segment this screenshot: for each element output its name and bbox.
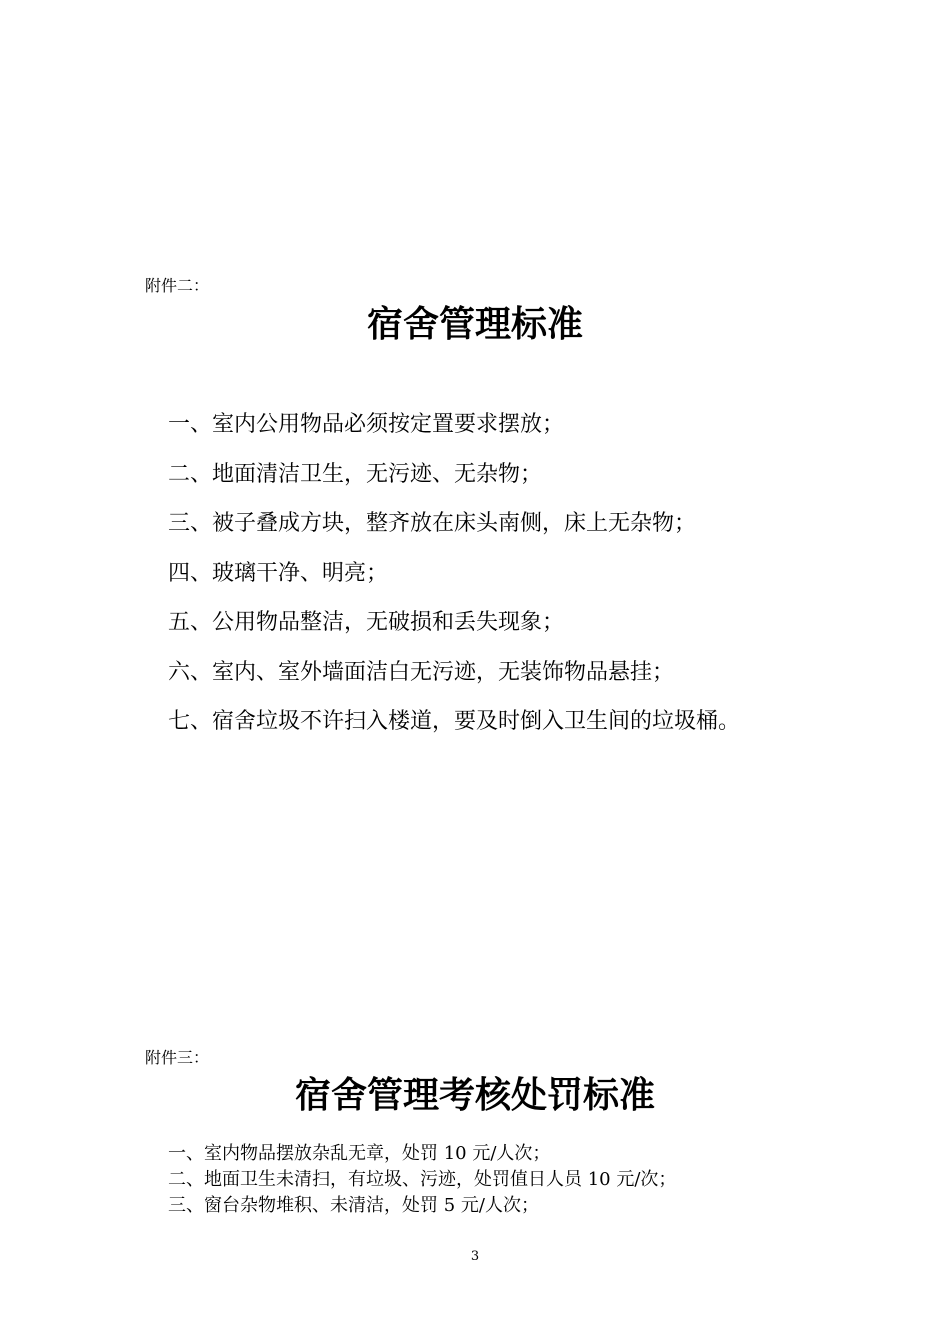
attachment-three-title: 宿舍管理考核处罚标准	[294, 1075, 655, 1116]
standard-item: 三、被子叠成方块，整齐放在床头南侧，床上无杂物；	[168, 511, 697, 536]
penalty-item: 三、窗台杂物堆积、未清洁，处罚 5 元/人次；	[168, 1195, 539, 1216]
standard-item: 七、宿舍垃圾不许扫入楼道，要及时倒入卫生间的垃圾桶。	[168, 709, 741, 734]
standard-item: 六、室内、室外墙面洁白无污迹，无装饰物品悬挂；	[168, 659, 675, 685]
penalty-item: 一、室内物品摆放杂乱无章，处罚 10 元/人次；	[168, 1143, 551, 1164]
dormitory-standards-list	[168, 400, 888, 747]
standard-item: 一、室内公用物品必须按定置要求摆放；	[168, 412, 565, 437]
attachment-three-label: 附件三：	[145, 1048, 210, 1067]
penalty-standards-list	[168, 1141, 888, 1219]
standard-item: 五、公用物品整洁，无破损和丢失现象；	[168, 610, 565, 635]
penalty-item: 二、地面卫生未清扫，有垃圾、污迹，处罚值日人员 10 元/次；	[168, 1169, 677, 1190]
standard-item: 二、地面清洁卫生，无污迹、无杂物；	[168, 461, 543, 487]
attachment-two-title: 宿舍管理标准	[366, 304, 583, 345]
attachment-two-label: 附件二：	[145, 276, 210, 295]
page-number: 3	[470, 1249, 480, 1264]
standard-item: 四、玻璃干净、明亮；	[168, 560, 389, 586]
